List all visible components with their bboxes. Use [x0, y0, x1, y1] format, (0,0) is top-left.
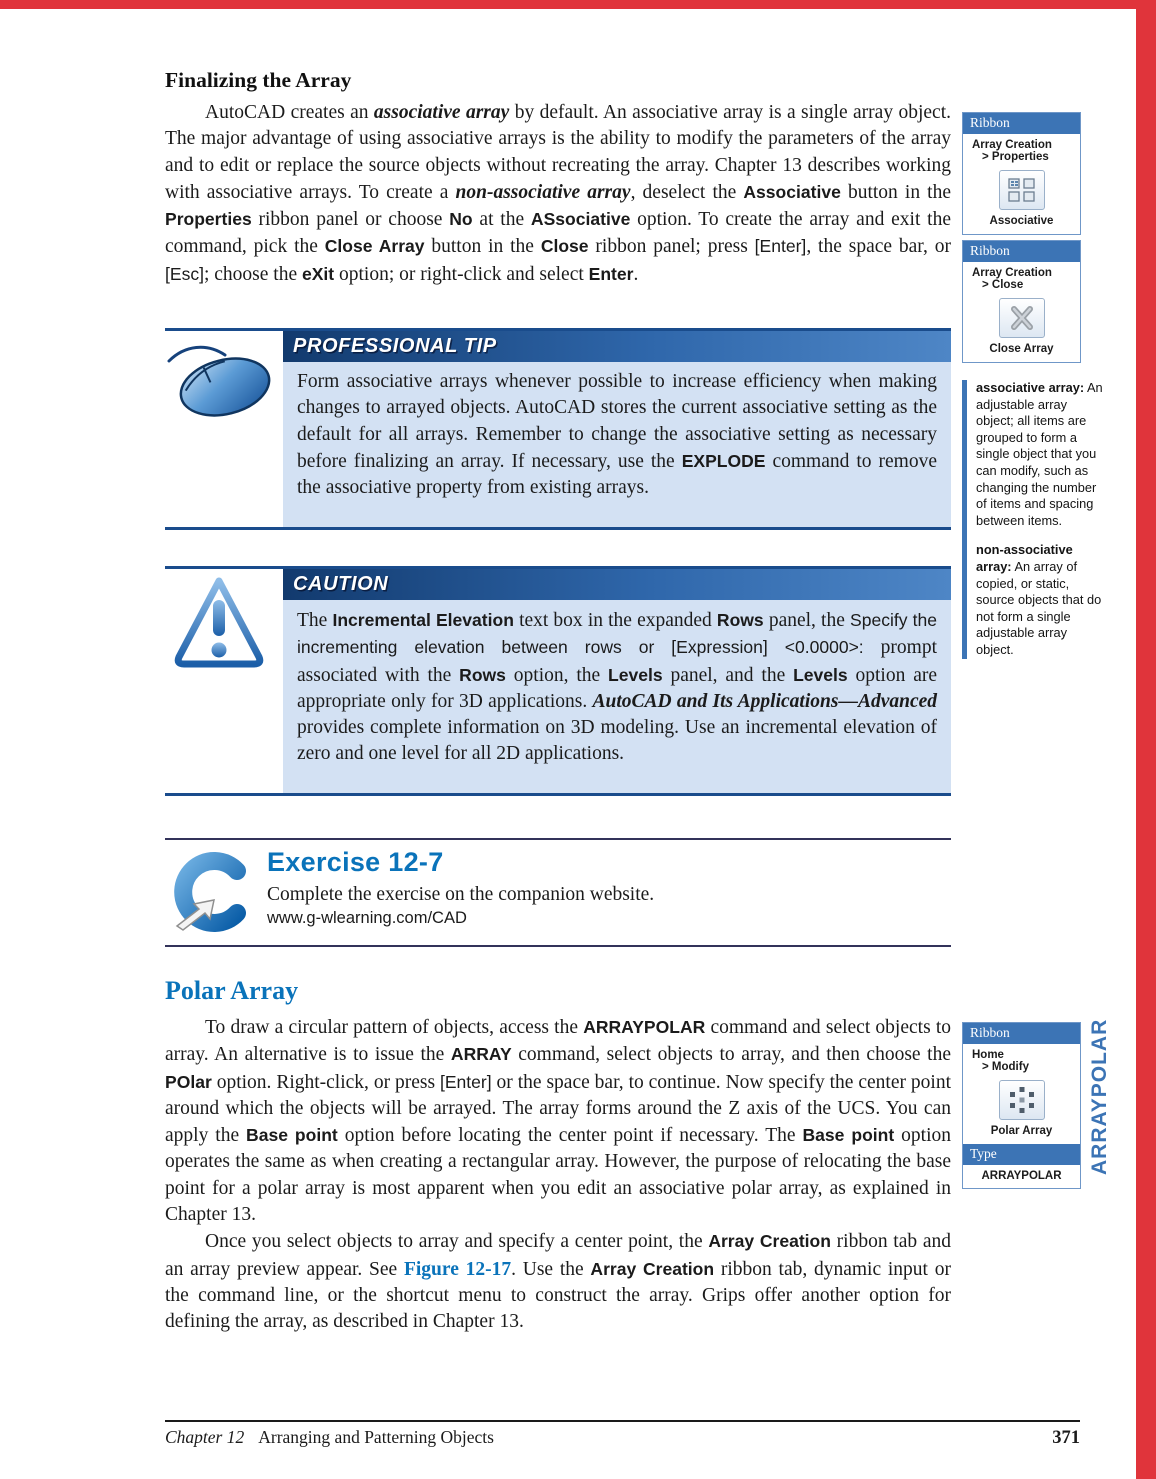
ribbon-button-label: Polar Array — [990, 1125, 1053, 1137]
tip-body: Form associative arrays whenever possible to increase efficiency when making changes to arrayed objects. AutoCAD stores the current associative setting as the default for all arrays. Remember to change the associative setting as necessary before finalizing an array. If necessary, use the EXPLODE command to remove the associative property from existing arrays. — [283, 362, 951, 527]
finalizing-paragraph: AutoCAD creates an associative array by default. An associative array is a single array object. The major advantage of using associative arrays is the ability to modify the parameters of the array and to edit or replace the source objects without recreating the array. Chapter 13 describes working with associative arrays. To create a non-associative array, deselect the Associative button in the Properties ribbon panel or choose No at the ASsociative option. To create the array and exit the command, pick the Close Array button in the Close ribbon panel; press [Enter], the space bar, or [Esc]; choose the eXit option; or right-click and select Enter. — [165, 102, 952, 285]
ribbon-reference-box-polar-array — [962, 1022, 1081, 1189]
definition-non-associative-array — [976, 542, 1103, 658]
footer-chapter-number: Chapter 12 — [165, 1427, 245, 1447]
footer-rule — [165, 1420, 1080, 1422]
page-edge-top-bar — [0, 0, 1156, 9]
ribbon-reference-box-close-array — [962, 240, 1081, 363]
footer-left — [165, 1427, 494, 1448]
associative-array-icon — [999, 170, 1045, 210]
exercise-section — [165, 838, 951, 947]
polar-array-paragraphs — [165, 1014, 951, 1336]
caution-body: The Incremental Elevation text box in the expanded Rows panel, the Specify the incrementing elevation between rows or [Expression] <0.0000>: prompt associated with the Rows option, the Levels panel, and the Levels option are appropriate only for 3D applications. AutoCAD and Its Applications—Advanced provides complete information on 3D modeling. Use an incremental elevation of zero and one level for all 2D applications. — [283, 600, 951, 793]
ribbon-path-panel: > Properties — [982, 151, 1049, 163]
professional-tip-box — [165, 328, 951, 530]
ribbon-path-panel: > Modify — [982, 1061, 1029, 1073]
definition-term: non-associative array: — [976, 542, 1073, 574]
command-type-value: ARRAYPOLAR — [981, 1170, 1062, 1182]
ribbon-path-tab: Array Creation — [972, 267, 1052, 279]
tip-header: PROFESSIONAL TIP — [283, 331, 951, 362]
ribbon-reference-box-associative — [962, 112, 1081, 235]
ribbon-path-panel: > Close — [982, 279, 1024, 291]
definition-text: An array of copied, or static, source objects that do not form a single adjustable array object. — [976, 558, 1102, 657]
companion-website-logo-icon — [167, 848, 255, 943]
close-array-icon — [999, 298, 1045, 338]
footer-chapter-title: Arranging and Patterning Objects — [258, 1427, 494, 1447]
ribbon-button-label: Associative — [989, 215, 1054, 227]
type-box-header: Type — [963, 1144, 1080, 1165]
polar-paragraph-2: Once you select objects to array and specify a center point, the Array Creation ribbon tab and an array preview appear. See Figure 12-17. Use the Array Creation ribbon tab, dynamic input or the command line, or the shortcut menu to construct the array. Grips offer another option for defining the array, as described in Chapter 13. — [165, 1231, 951, 1333]
margin-command-tab-arraypolar: ARRAYPOLAR — [1088, 1018, 1111, 1176]
ribbon-box-header: Ribbon — [963, 241, 1080, 262]
footer-page-number: 371 — [1052, 1428, 1080, 1448]
definition-term: associative array: — [976, 380, 1085, 395]
companion-website-url[interactable]: www.g-wlearning.com/CAD — [267, 909, 467, 927]
section-heading-polar-array: Polar Array — [165, 976, 299, 1005]
mouse-icon — [165, 337, 277, 426]
polar-array-icon — [999, 1080, 1045, 1120]
warning-triangle-icon — [173, 573, 265, 676]
ribbon-box-header: Ribbon — [963, 1023, 1080, 1044]
page-footer — [165, 1427, 1080, 1449]
ribbon-button-label: Close Array — [989, 343, 1054, 355]
exercise-title: Exercise 12-7 — [267, 847, 444, 877]
page-edge-right-bar — [1136, 0, 1156, 1479]
caution-box — [165, 566, 951, 796]
ribbon-box-header: Ribbon — [963, 113, 1080, 134]
definition-text: An adjustable array object; all items are grouped to form a single object that you can modify, such as changing the number of items and spacing between items. — [976, 380, 1103, 528]
definition-associative-array — [976, 380, 1103, 529]
ribbon-path-tab: Home — [972, 1049, 1004, 1061]
polar-paragraph-1: To draw a circular pattern of objects, access the ARRAYPOLAR command and select objects to array. An alternative is to issue the ARRAY command, select objects to array, and then choose the POlar option. Right-click, or press [Enter] or the space bar, to continue. Now specify the center point around which the objects will be arrayed. The array forms around the Z axis of the UCS. You can apply the Base point option before locating the center point if necessary. The Base point option operates the same as when creating a rectangular array. However, the purpose of relocating the base point for a polar array is most apparent when you edit an associative polar array, as explained in Chapter 13. — [165, 1017, 952, 1226]
margin-definitions — [962, 380, 1103, 659]
caution-header: CAUTION — [283, 569, 951, 600]
ribbon-path-tab: Array Creation — [972, 139, 1052, 151]
exercise-instruction: Complete the exercise on the companion website. — [267, 884, 655, 905]
section-heading-finalizing-array: Finalizing the Array — [165, 68, 352, 92]
